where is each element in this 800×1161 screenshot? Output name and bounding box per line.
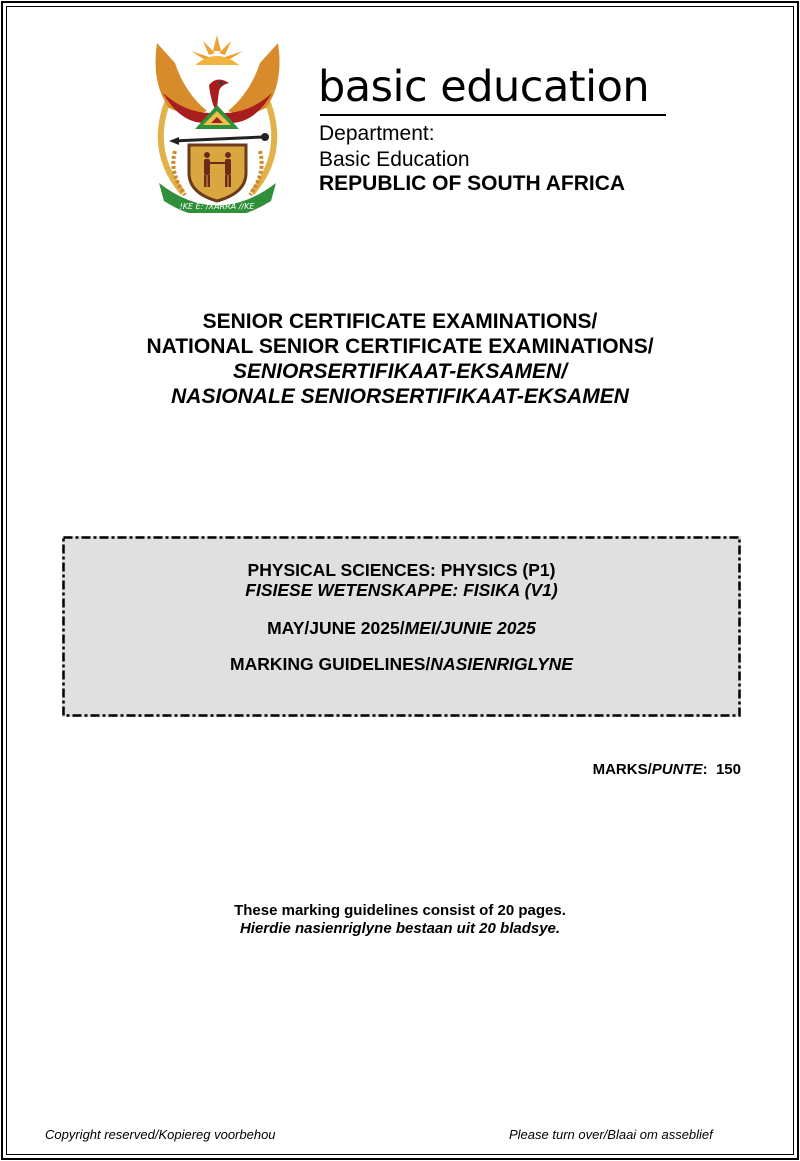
marks-value: 150	[715, 761, 741, 778]
subject-box	[62, 536, 741, 717]
exam-session: MAY/JUNE 2025/MEI/JUNIE 2025	[267, 618, 536, 638]
total-marks: MARKS/PUNTE: 150	[592, 761, 741, 778]
department-label: Department:	[319, 122, 435, 145]
page-count-af: Hierdie nasienriglyne bestaan uit 20 bladsye.	[239, 920, 561, 937]
department-brand	[318, 62, 668, 195]
subject-title-en: PHYSICAL SCIENCES: PHYSICS (P1)	[247, 560, 556, 580]
exam-heading	[0, 309, 800, 409]
brand-title: basic education	[318, 62, 650, 112]
subject-title-af: FISIESE WETENSKAPPE: FISIKA (V1)	[245, 580, 558, 600]
country-name: REPUBLIC OF SOUTH AFRICA	[319, 172, 626, 195]
page-count-en: These marking guidelines consist of 20 pages.	[234, 902, 566, 919]
page-count-note	[0, 902, 800, 938]
footer-turn-over: Please turn over/Blaai om asseblief	[509, 1127, 713, 1142]
subject-text	[62, 560, 741, 674]
footer-copyright: Copyright reserved/Kopiereg voorbehou	[45, 1127, 276, 1142]
marks-label-af: PUNTE	[651, 761, 703, 778]
brand-divider	[320, 114, 666, 116]
department-name: Basic Education	[319, 148, 470, 171]
svg-text:!KE E: /XARRA //KE: !KE E: /XARRA //KE	[179, 202, 255, 211]
exam-heading-line3: SENIORSERTIFIKAAT-EKSAMEN/	[232, 360, 568, 383]
exam-heading-line4: NASIONALE SENIORSERTIFIKAAT-EKSAMEN	[171, 385, 629, 408]
exam-heading-line2: NATIONAL SENIOR CERTIFICATE EXAMINATIONS/	[146, 335, 654, 358]
coat-of-arms-icon	[145, 33, 290, 213]
exam-heading-line1: SENIOR CERTIFICATE EXAMINATIONS/	[202, 310, 598, 333]
marks-label-en: MARKS/	[592, 761, 652, 778]
document-type: MARKING GUIDELINES/NASIENRIGLYNE	[230, 654, 573, 674]
